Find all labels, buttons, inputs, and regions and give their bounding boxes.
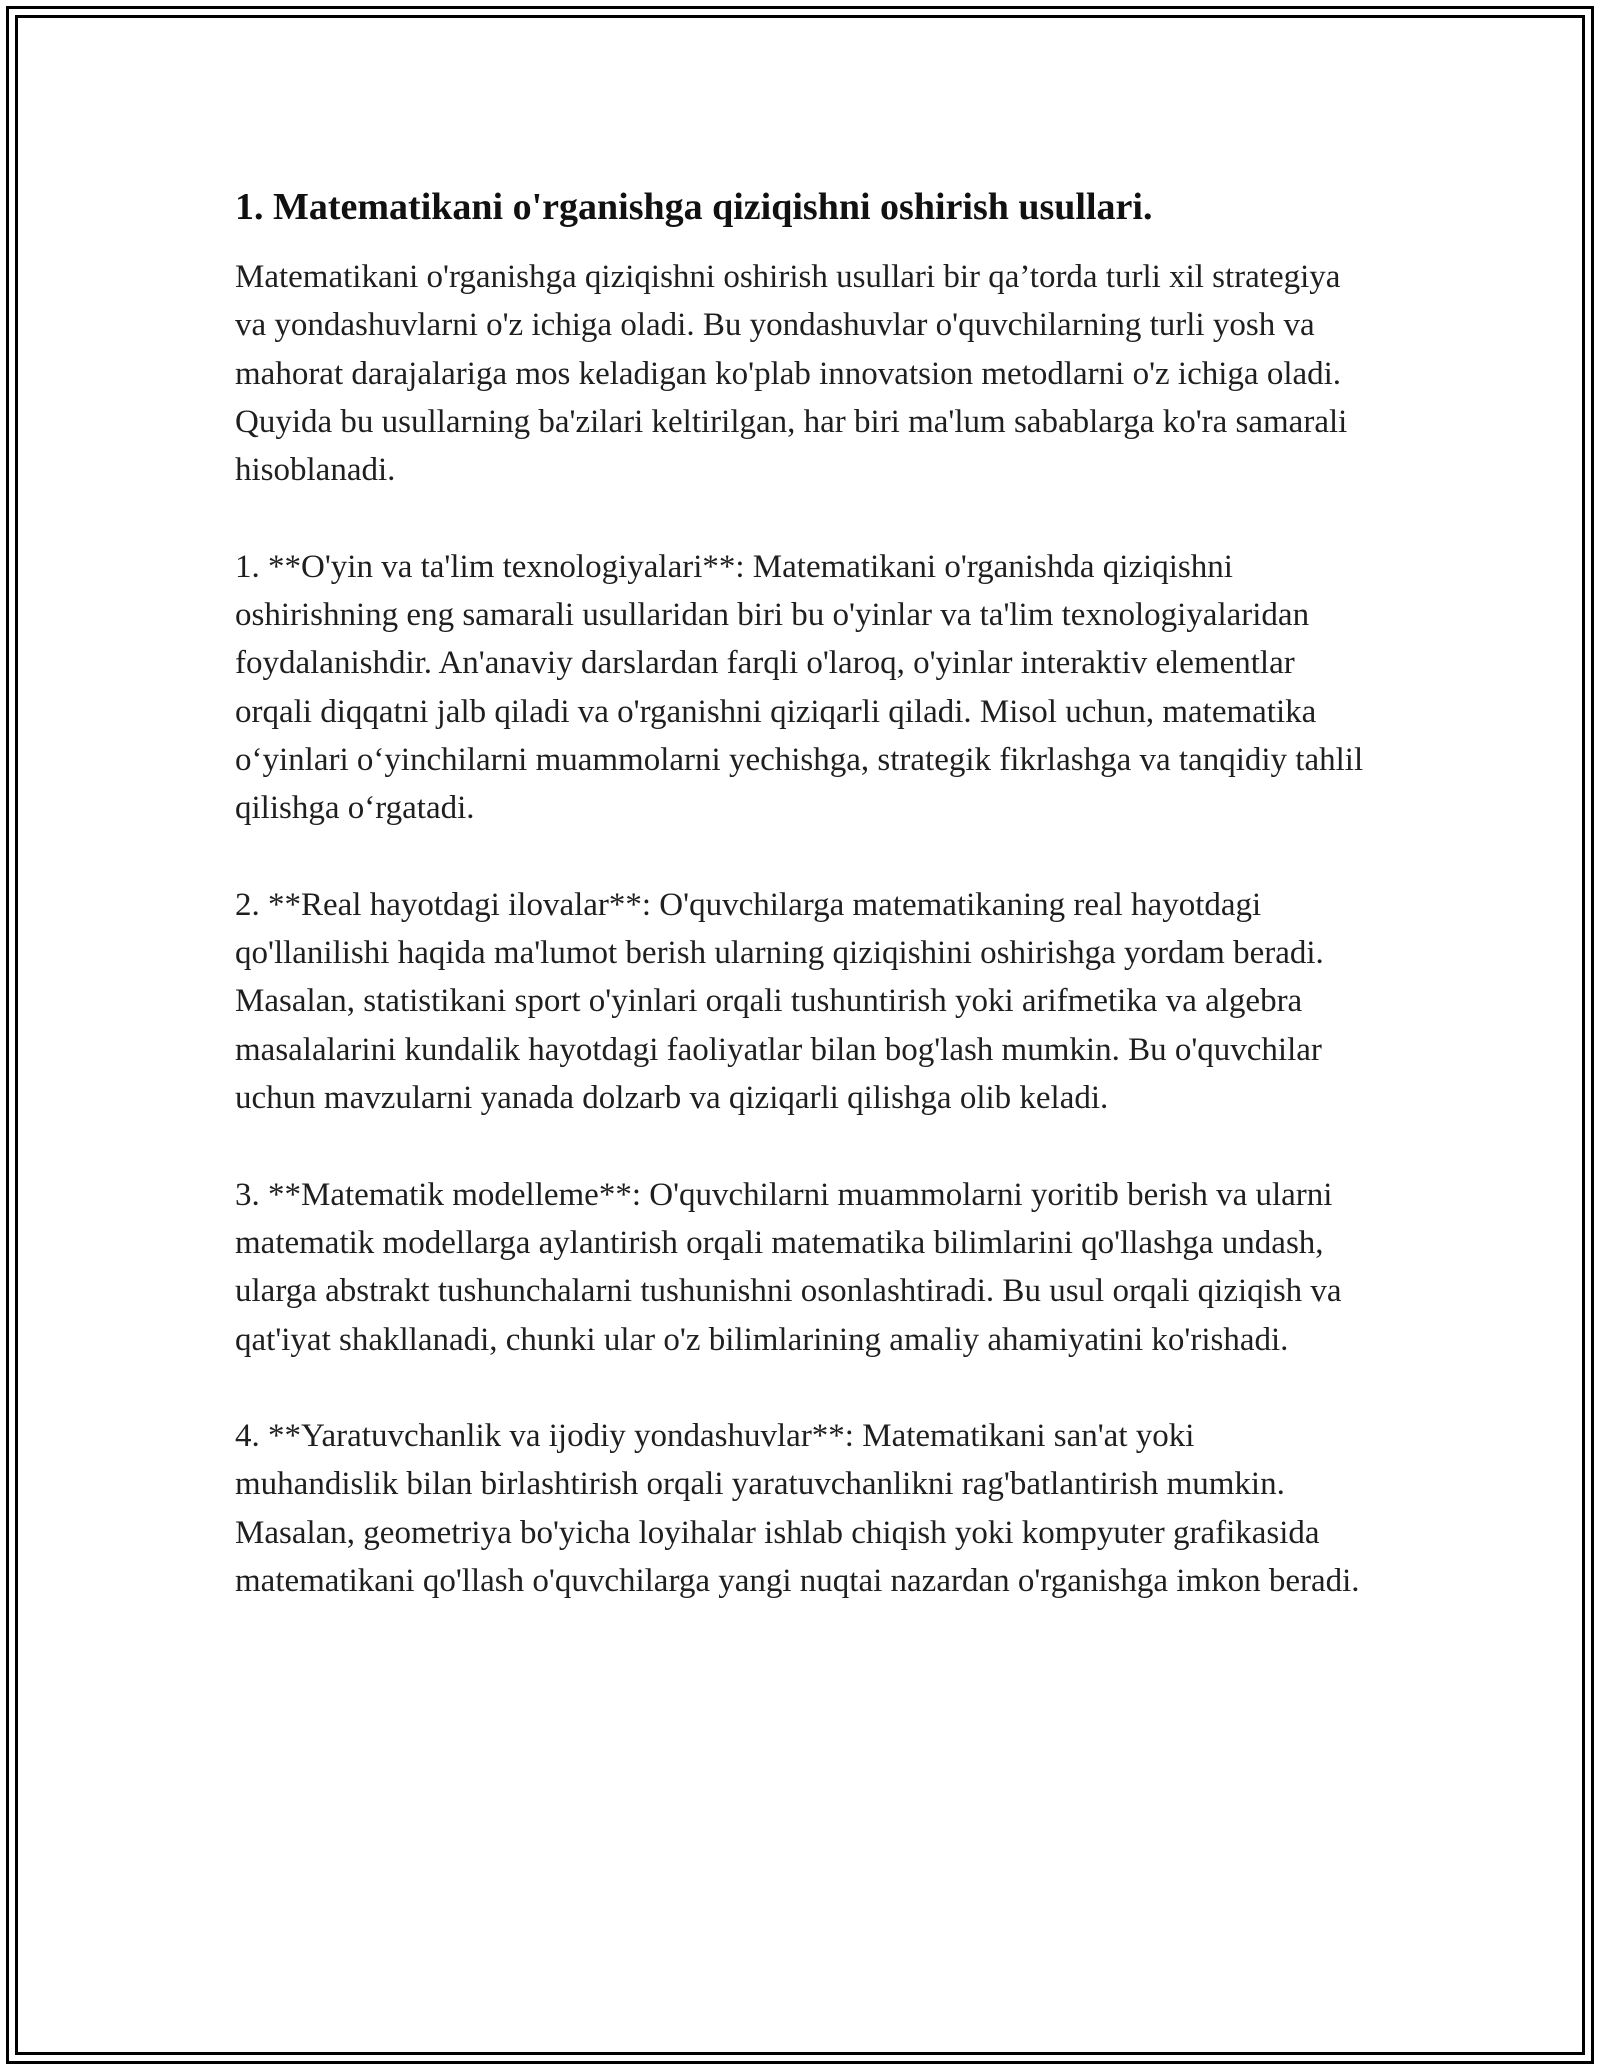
document-title: 1. Matematikani o'rganishga qiziqishni oshirish usullari.	[235, 186, 1153, 228]
paragraph-games-technology: 1. **O'yin va ta'lim texnologiyalari**: Matematikani o'rganishda qiziqishni oshirishning eng samarali usullaridan biri bu o'yinlar va ta'lim texnologiyalaridan foydalanishdir. An'anaviy darslardan farqli o'laroq, o'yinlar interaktiv elementlar orqali diqqatni jalb qiladi va o'rganishni qiziqarli qiladi. Misol uchun, matematika o‘yinlari o‘yinchilarni muammolarni yechishga, strategik fikrlashga va tanqidiy tahlil qilishga o‘rgatadi.	[235, 548, 1364, 827]
document-body	[235, 183, 1365, 1654]
intro-paragraph: Matematikani o'rganishga qiziqishni oshirish usullari bir qa’torda turli xil strategiya va yondashuvlarni o'z ichiga oladi. Bu yondashuvlar o'quvchilarning turli yosh va mahorat darajalariga mos keladigan ko'plab innovatsion metodlarni o'z ichiga oladi. Quyida bu usullarning ba'zilari keltirilgan, har biri ma'lum sabablarga ko'ra samarali hisoblanadi.	[235, 259, 1348, 489]
paragraph-math-modeling: 3. **Matematik modelleme**: O'quvchilarni muammolarni yoritib berish va ularni matematik modellarga aylantirish orqali matematika bilimlarini qo'llashga undash, ularga abstrakt tushunchalarni tushunishni osonlashtiradi. Bu usul orqali qiziqish va qat'iyat shakllanadi, chunki ular o'z bilimlarining amaliy ahamiyatini ko'rishadi.	[235, 1176, 1342, 1358]
paragraph-real-life-applications: 2. **Real hayotdagi ilovalar**: O'quvchilarga matematikaning real hayotdagi qo'llanilishi haqida ma'lumot berish ularning qiziqishini oshirishga yordam beradi. Masalan, statistikani sport o'yinlari orqali tushuntirish yoki arifmetika va algebra masalalarini kundalik hayotdagi faoliyatlar bilan bog'lash mumkin. Bu o'quvchilar uchun mavzularni yanada dolzarb va qiziqarli qilishga olib keladi.	[235, 886, 1324, 1117]
paragraph-creativity: 4. **Yaratuvchanlik va ijodiy yondashuvlar**: Matematikani san'at yoki muhandislik bilan birlashtirish orqali yaratuvchanlikni rag'batlantirish mumkin. Masalan, geometriya bo'yicha loyihalar ishlab chiqish yoki kompyuter grafikasida matematikani qo'llash o'quvchilarga yangi nuqtai nazardan o'rganishga imkon beradi.	[235, 1418, 1360, 1600]
